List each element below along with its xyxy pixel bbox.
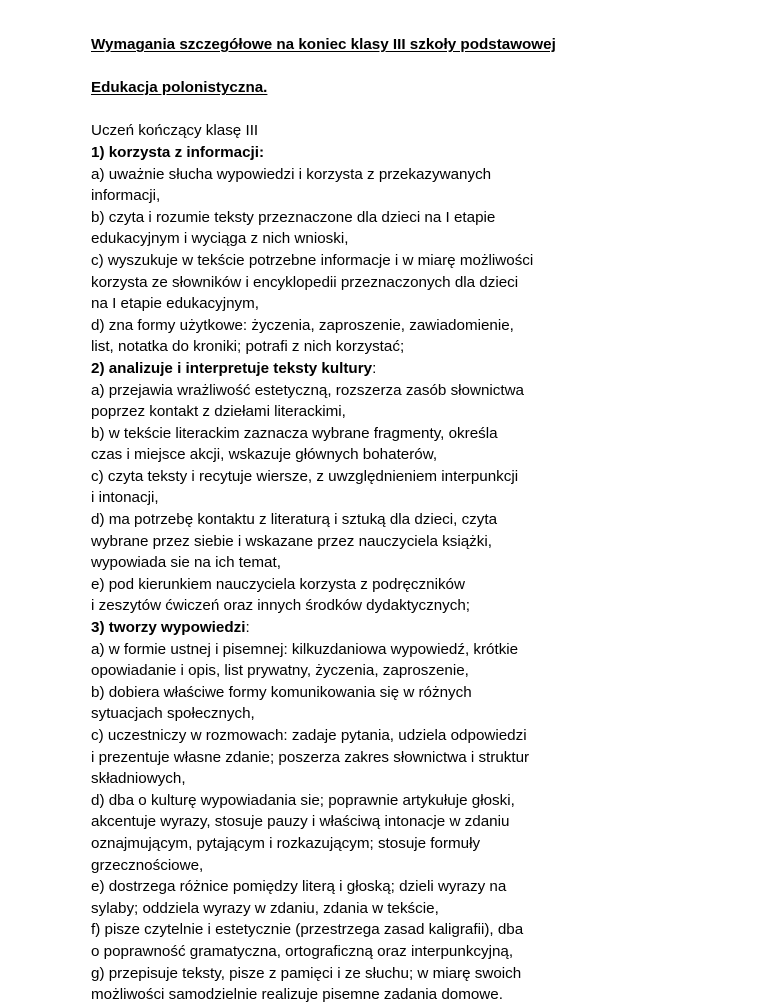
section-line: e) pod kierunkiem nauczyciela korzysta z podręczników xyxy=(91,575,465,593)
section-line: i zeszytów ćwiczeń oraz innych środków dydaktycznych; xyxy=(91,597,470,615)
section-line: informacji, xyxy=(91,187,161,205)
section-line: oznajmującym, pytającym i rozkazującym; stosuje formuły xyxy=(91,834,481,852)
section-line: d) zna formy użytkowe: życzenia, zaproszenie, zawiadomienie, xyxy=(91,316,514,334)
section-line: składniowych, xyxy=(91,770,186,788)
document-page xyxy=(91,34,761,1006)
section-line: korzysta ze słowników i encyklopedii przeznaczonych dla dzieci xyxy=(91,273,519,291)
section-heading-suffix: : xyxy=(372,359,377,377)
section-line: d) ma potrzebę kontaktu z literaturą i sztuką dla dzieci, czyta xyxy=(91,511,498,529)
section-line: możliwości samodzielnie realizuje pisemne zadania domowe. xyxy=(91,986,503,1004)
intro-line: Uczeń kończący klasę III xyxy=(91,122,259,140)
section-line: i intonacji, xyxy=(91,489,159,507)
section-heading-suffix: : xyxy=(245,619,250,637)
section-line: grzecznościowe, xyxy=(91,856,204,874)
section-line: na I etapie edukacyjnym, xyxy=(91,295,260,313)
section-line: c) uczestniczy w rozmowach: zadaje pytania, udziela odpowiedzi xyxy=(91,727,527,744)
section-line: czas i miejsce akcji, wskazuje głównych bohaterów, xyxy=(91,446,438,464)
section-line: i prezentuje własne zdanie; poszerza zakres słownictwa i struktur xyxy=(91,748,530,766)
section-line: poprzez kontakt z dziełami literackimi, xyxy=(91,403,346,421)
section-line: o poprawność gramatyczna, ortograficzną oraz interpunkcyjną, xyxy=(91,942,514,960)
section-line: b) czyta i rozumie teksty przeznaczone dla dzieci na I etapie xyxy=(91,208,496,226)
section-heading xyxy=(91,358,761,380)
section-line: a) w formie ustnej i pisemnej: kilkuzdaniowa wypowiedź, krótkie xyxy=(91,640,519,658)
section-line: wybrane przez siebie i wskazane przez nauczyciela książki, xyxy=(91,532,492,550)
section-line: c) wyszukuje w tekście potrzebne informacje i w miarę możliwości xyxy=(91,251,534,269)
section-heading-text: 2) analizuje i interpretuje teksty kultury xyxy=(91,359,373,377)
section-line: opowiadanie i opis, list prywatny, życzenia, zaproszenie, xyxy=(91,662,469,680)
section-line: sytuacjach społecznych, xyxy=(91,705,255,723)
section-heading xyxy=(91,617,761,639)
section-heading-text: 3) tworzy wypowiedzi xyxy=(91,619,246,637)
sections-container xyxy=(91,142,761,1006)
section-line: b) w tekście literackim zaznacza wybrane fragmenty, określa xyxy=(91,424,498,442)
section-line: sylaby; oddziela wyrazy w zdaniu, zdania w tekście, xyxy=(91,899,439,917)
section-line: b) dobiera właściwe formy komunikowania się w różnych xyxy=(91,683,472,701)
section-heading xyxy=(91,142,761,164)
section-line: d) dba o kulturę wypowiadania sie; poprawnie artykułuje głoski, xyxy=(91,791,515,809)
section-line: a) uważnie słucha wypowiedzi i korzysta z przekazywanych xyxy=(91,165,492,183)
section-line: a) przejawia wrażliwość estetyczną, rozszerza zasób słownictwa xyxy=(91,381,524,399)
document-title: Wymagania szczegółowe na koniec klasy III szkoły podstawowej xyxy=(91,36,556,53)
section-line: c) czyta teksty i recytuje wiersze, z uwzględnieniem interpunkcji xyxy=(91,467,519,485)
section-line: g) przepisuje teksty, pisze z pamięci i ze słuchu; w miarę swoich xyxy=(91,964,522,982)
section-line: akcentuje wyrazy, stosuje pauzy i właściwą intonacje w zdaniu xyxy=(91,813,510,831)
section-line: list, notatka do kroniki; potrafi z nich korzystać; xyxy=(91,338,405,356)
section-line: f) pisze czytelnie i estetycznie (przestrzega zasad kaligrafii), dba xyxy=(91,921,524,939)
document-subtitle: Edukacja polonistyczna. xyxy=(91,79,268,97)
section-line: edukacyjnym i wyciąga z nich wnioski, xyxy=(91,230,349,248)
section-heading-text: 1) korzysta z informacji: xyxy=(91,143,265,161)
section-line: e) dostrzega różnice pomiędzy literą i głoską; dzieli wyrazy na xyxy=(91,878,507,896)
section-line: wypowiada sie na ich temat, xyxy=(91,554,281,572)
